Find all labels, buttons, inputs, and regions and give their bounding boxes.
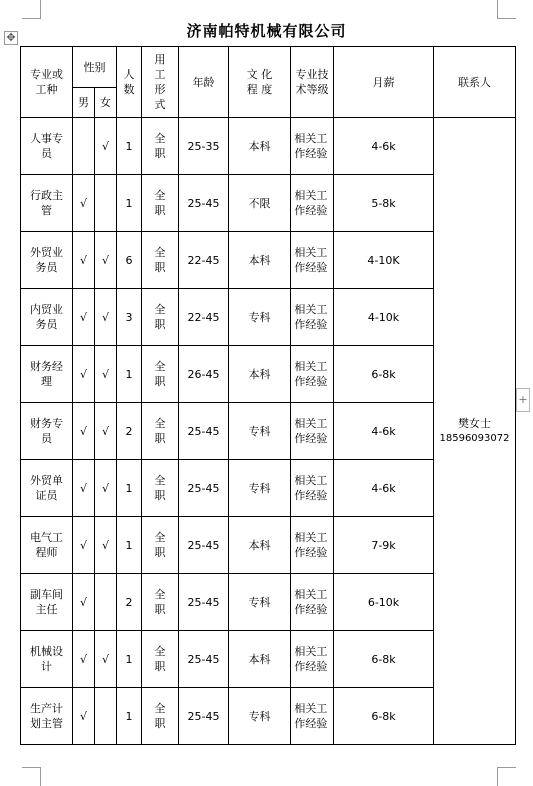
count-cell: 1 [117,517,142,574]
employment-type-cell [142,574,179,631]
salary-cell: 6-8k [334,688,434,745]
age-cell: 25-45 [179,517,229,574]
education-cell: 专科 [229,403,291,460]
skill-level-cell [291,517,334,574]
header-education: 文 化 程 度 [229,47,291,118]
job-cell [21,631,73,688]
employment-type-cell-text: 全职 [154,303,166,331]
table-row [21,118,516,175]
header-employment-type: 用工形式 [142,47,179,118]
skill-level-cell [291,574,334,631]
count-cell: 2 [117,403,142,460]
skill-level-cell [291,175,334,232]
female-check-cell [95,688,117,745]
job-cell-text: 生产计划主管 [30,702,63,730]
education-cell: 专科 [229,460,291,517]
job-cell-text: 财务经理 [30,360,63,388]
female-check-cell [95,574,117,631]
salary-cell: 6-8k [334,346,434,403]
skill-level-cell-text: 相关工作经验 [294,474,328,502]
education-cell: 本科 [229,346,291,403]
header-skill-level: 专业技术等级 [291,47,334,118]
job-cell [21,232,73,289]
employment-type-cell-text: 全职 [154,417,166,445]
skill-level-cell-text: 相关工作经验 [294,360,328,388]
age-cell: 25-45 [179,175,229,232]
age-cell: 25-45 [179,688,229,745]
job-cell-text: 行政主管 [30,189,63,217]
male-check-cell: √ [73,631,95,688]
salary-cell: 5-8k [334,175,434,232]
male-check-cell: √ [73,460,95,517]
education-cell: 本科 [229,517,291,574]
job-cell-text: 内贸业务员 [30,303,63,331]
job-cell-text: 电气工程师 [30,531,63,559]
page-corner-top-right [497,0,516,19]
header-gender: 性别 [73,47,117,88]
employment-type-cell [142,688,179,745]
job-cell [21,403,73,460]
count-cell: 1 [117,631,142,688]
header-female: 女 [95,88,117,118]
employment-type-cell [142,175,179,232]
employment-type-cell [142,289,179,346]
job-cell [21,517,73,574]
education-cell: 本科 [229,118,291,175]
table-move-handle-icon[interactable]: ✥ [4,31,18,45]
skill-level-cell-text: 相关工作经验 [294,132,328,160]
age-cell: 22-45 [179,289,229,346]
female-check-cell: √ [95,232,117,289]
male-check-cell: √ [73,688,95,745]
education-cell: 本科 [229,232,291,289]
skill-level-cell-text: 相关工作经验 [294,702,328,730]
salary-cell: 4-6k [334,118,434,175]
male-check-cell [73,118,95,175]
header-salary: 月薪 [334,47,434,118]
job-cell [21,460,73,517]
male-check-cell: √ [73,346,95,403]
job-cell [21,688,73,745]
salary-cell: 6-10k [334,574,434,631]
page-corner-top-left [22,0,41,19]
contact-cell [434,118,516,745]
employment-type-cell [142,631,179,688]
employment-type-cell-text: 全职 [154,588,166,616]
employment-type-cell-text: 全职 [154,531,166,559]
employment-type-cell-text: 全职 [154,645,166,673]
job-cell-text: 财务专员 [30,417,63,445]
employment-type-cell-text: 全职 [154,702,166,730]
header-contact: 联系人 [434,47,516,118]
header-count: 人数 [117,47,142,118]
salary-cell: 7-9k [334,517,434,574]
page-corner-bottom-right [497,767,516,786]
salary-cell: 4-6k [334,460,434,517]
employment-type-cell [142,346,179,403]
count-cell: 1 [117,175,142,232]
add-column-icon[interactable]: + [516,388,530,412]
header-male: 男 [73,88,95,118]
employment-type-cell [142,460,179,517]
male-check-cell: √ [73,289,95,346]
count-cell: 1 [117,346,142,403]
employment-type-cell-text: 全职 [154,132,166,160]
education-cell: 专科 [229,289,291,346]
job-cell [21,175,73,232]
employment-type-cell-text: 全职 [154,360,166,388]
page-corner-bottom-left [22,767,41,786]
count-cell: 3 [117,289,142,346]
female-check-cell: √ [95,631,117,688]
header-row [21,47,516,88]
skill-level-cell [291,289,334,346]
job-cell-text: 外贸单证员 [30,474,63,502]
skill-level-cell-text: 相关工作经验 [294,189,328,217]
job-cell [21,289,73,346]
male-check-cell: √ [73,517,95,574]
skill-level-cell [291,688,334,745]
age-cell: 25-45 [179,574,229,631]
count-cell: 2 [117,574,142,631]
skill-level-cell-text: 相关工作经验 [294,246,328,274]
education-cell: 不限 [229,175,291,232]
job-cell [21,346,73,403]
skill-level-cell-text: 相关工作经验 [294,645,328,673]
male-check-cell: √ [73,232,95,289]
male-check-cell: √ [73,175,95,232]
employment-type-cell-text: 全职 [154,474,166,502]
male-check-cell: √ [73,574,95,631]
female-check-cell [95,175,117,232]
skill-level-cell-text: 相关工作经验 [294,417,328,445]
contact-phone: 18596093072 [439,433,510,444]
skill-level-cell [291,460,334,517]
header-age: 年龄 [179,47,229,118]
count-cell: 6 [117,232,142,289]
education-cell: 本科 [229,631,291,688]
page-title: 济南帕特机械有限公司 [186,22,347,40]
female-check-cell: √ [95,403,117,460]
salary-cell: 4-10k [334,289,434,346]
employment-type-cell [142,118,179,175]
header-job: 专业或工种 [21,47,73,118]
job-cell-text: 人事专员 [30,132,63,160]
skill-level-cell-text: 相关工作经验 [294,588,328,616]
female-check-cell: √ [95,289,117,346]
age-cell: 25-45 [179,631,229,688]
employment-type-cell-text: 全职 [154,246,166,274]
salary-cell: 4-10K [334,232,434,289]
count-cell: 1 [117,460,142,517]
salary-cell: 6-8k [334,631,434,688]
job-cell [21,574,73,631]
count-cell: 1 [117,118,142,175]
employment-type-cell [142,517,179,574]
skill-level-cell-text: 相关工作经验 [294,303,328,331]
education-cell: 专科 [229,688,291,745]
employment-type-cell [142,403,179,460]
employment-type-cell-text: 全职 [154,189,166,217]
job-cell-text: 外贸业务员 [30,246,63,274]
job-cell-text: 机械设计 [30,645,63,673]
count-cell: 1 [117,688,142,745]
age-cell: 22-45 [179,232,229,289]
age-cell: 25-45 [179,460,229,517]
female-check-cell: √ [95,346,117,403]
skill-level-cell [291,118,334,175]
age-cell: 25-45 [179,403,229,460]
salary-cell: 4-6k [334,403,434,460]
male-check-cell: √ [73,403,95,460]
age-cell: 25-35 [179,118,229,175]
female-check-cell: √ [95,118,117,175]
education-cell: 专科 [229,574,291,631]
employment-type-cell [142,232,179,289]
skill-level-cell [291,631,334,688]
job-cell [21,118,73,175]
job-cell-text: 副车间主任 [30,588,63,616]
female-check-cell: √ [95,460,117,517]
skill-level-cell-text: 相关工作经验 [294,531,328,559]
skill-level-cell [291,232,334,289]
skill-level-cell [291,346,334,403]
recruitment-table [20,46,516,745]
contact-name: 樊女士 [458,417,491,430]
female-check-cell: √ [95,517,117,574]
skill-level-cell [291,403,334,460]
age-cell: 26-45 [179,346,229,403]
